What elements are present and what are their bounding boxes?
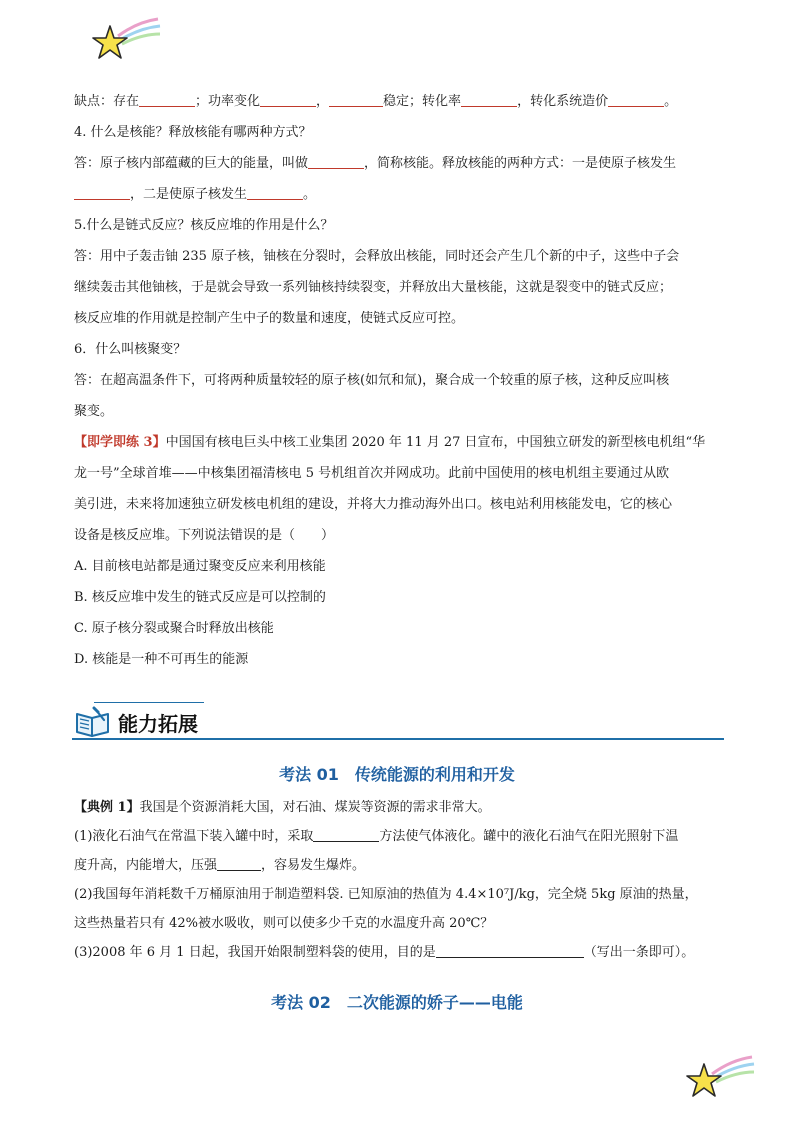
text-run: ，: [316, 94, 330, 109]
answer-blank: [74, 185, 130, 200]
kaofa-02-number: 考法 02: [271, 993, 331, 1012]
text-line: 继续轰击其他铀核，于是就会导致一系列铀核持续裂变，并释放出大量核能，这就是裂变中的链式反应；: [74, 280, 673, 295]
answer-blank: [247, 185, 303, 200]
text-run: (3)2008 年 6 月 1 日起，我国开始限制塑料袋的使用，目的是: [74, 945, 436, 960]
text-run: 度升高，内能增大，压强: [74, 858, 218, 873]
text-line: [74, 154, 726, 174]
text-line: [74, 856, 726, 876]
text-run: 中国国有核电巨头中核工业集团 2020 年 11 月 27 日宣布，中国独立研发的新型核电机组“华: [165, 435, 706, 450]
header-rule: [72, 738, 724, 740]
text-line: 答：在超高温条件下，可将两种质量较轻的原子核(如氘和氚)，聚合成一个较重的原子核，这种反应叫核: [74, 373, 670, 388]
text-run: 方法使气体液化。罐中的液化石油气在阳光照射下温: [379, 829, 679, 844]
text-line: A. 目前核电站都是通过聚变反应来利用核能: [74, 559, 326, 574]
text-run: ，二是使原子核发生: [130, 187, 248, 202]
text-line: 4. 什么是核能？释放核能有哪两种方式？: [74, 125, 312, 140]
text-line: 5.什么是链式反应？核反应堆的作用是什么？: [74, 218, 334, 233]
text-line: 6．什么叫核聚变？: [74, 342, 187, 357]
shooting-star-icon: [686, 1052, 756, 1102]
text-line: [74, 827, 726, 847]
text-line: 核反应堆的作用就是控制产生中子的数量和速度，使链式反应可控。: [74, 311, 465, 326]
text-run: 。: [303, 187, 317, 202]
exercise-label: 【即学即练 3】: [74, 435, 166, 450]
text-line: 聚变。: [74, 404, 114, 419]
text-line: D. 核能是一种不可再生的能源: [74, 652, 249, 667]
answer-blank: [139, 92, 195, 107]
text-line: 这些热量若只有 42%被水吸收，则可以使多少千克的水温度升高 20℃？: [74, 916, 494, 931]
example-label: 【典例 1】: [74, 800, 140, 815]
answer-blank: [329, 92, 383, 107]
kaofa-01-title: 传统能源的利用和开发: [354, 765, 515, 784]
text-line: (2)我国每年消耗数千万桶原油用于制造塑料袋. 已知原油的热值为 4.4×10⁷J/kg，完全烧 5kg 原油的热量，: [74, 887, 698, 902]
text-line: [74, 92, 726, 112]
answer-blank: [313, 827, 379, 842]
text-run: （写出一条即可）。: [583, 945, 695, 960]
kaofa-02-heading: [0, 990, 794, 1013]
text-run: 。: [664, 94, 678, 109]
shooting-star-icon: [92, 14, 162, 64]
text-line: [74, 433, 726, 453]
text-line: 答：用中子轰击铀 235 原子核，铀核在分裂时，会释放出核能，同时还会产生几个新的中子，这些中子会: [74, 249, 680, 264]
text-line: B. 核反应堆中发生的链式反应是可以控制的: [74, 590, 326, 605]
answer-blank: [461, 92, 517, 107]
text-run: ；功率变化: [195, 94, 261, 109]
text-run: 答：原子核内部蕴藏的巨大的能量，叫做: [74, 156, 309, 171]
answer-blank: [260, 92, 316, 107]
text-line: 设备是核反应堆。下列说法错误的是（ ）: [74, 528, 335, 543]
text-run: 我国是个资源消耗大国，对石油、煤炭等资源的需求非常大。: [139, 800, 491, 815]
text-body: [74, 92, 726, 670]
example-body: [74, 798, 726, 963]
text-line: C. 原子核分裂或聚合时释放出核能: [74, 621, 274, 636]
text-run: 稳定；转化率: [383, 94, 462, 109]
text-run: (1)液化石油气在常温下装入罐中时，采取: [74, 829, 314, 844]
kaofa-01-heading: [0, 762, 794, 785]
text-run: ，简称核能。释放核能的两种方式：一是使原子核发生: [364, 156, 677, 171]
text-line: 美引进，未来将加速独立研发核电机组的建设，并将大力推动海外出口。核电站利用核能发电，它的核心: [74, 497, 673, 512]
answer-blank: [217, 856, 261, 871]
text-line: [74, 798, 726, 818]
book-icon: [74, 706, 112, 738]
text-line: [74, 943, 726, 963]
text-run: ，转化系统造价: [517, 94, 609, 109]
header-top-rule: [94, 702, 204, 703]
answer-blank: [308, 154, 364, 169]
answer-blank: [608, 92, 664, 107]
kaofa-01-number: 考法 01: [279, 765, 339, 784]
answer-blank: [436, 943, 584, 958]
text-run: 缺点：存在: [74, 94, 140, 109]
kaofa-02-title: 二次能源的娇子——电能: [346, 993, 523, 1012]
section-title: 能力拓展: [118, 712, 198, 736]
text-line: 龙一号”全球首堆——中核集团福清核电 5 号机组首次并网成功。此前中国使用的核电机组主要通过从欧: [74, 466, 670, 481]
text-line: [74, 185, 726, 205]
section-header: [72, 700, 724, 742]
text-run: ，容易发生爆炸。: [261, 858, 366, 873]
